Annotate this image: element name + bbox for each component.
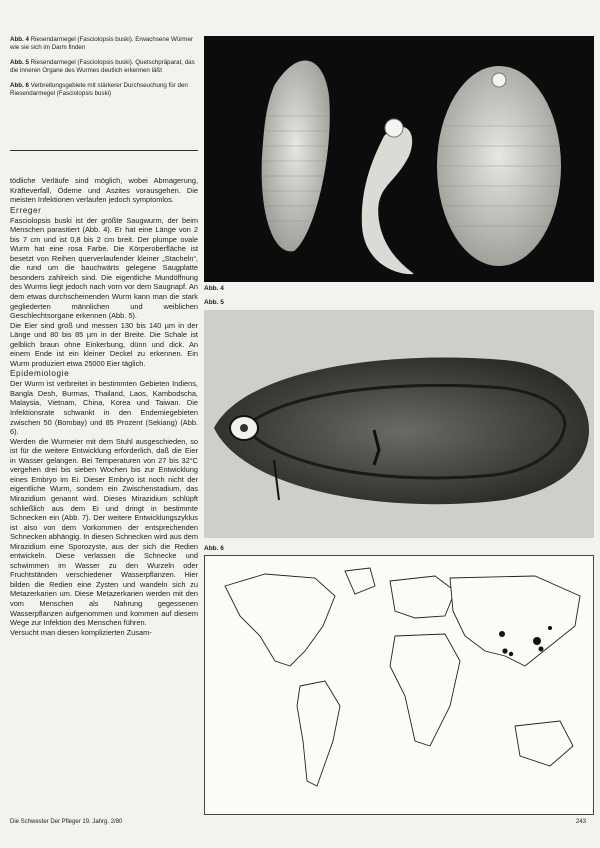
caption-abb6: Abb. 6 Verbreitungsgebiete mit stärkerer Durchseuchung für den Riesendarmegel (Fasciolopsis buski) bbox=[10, 82, 188, 97]
figure-abb6-map bbox=[204, 555, 594, 815]
page-footer bbox=[10, 819, 586, 825]
paragraph: Werden die Wurmeier mit dem Stuhl ausgeschieden, so ist für die weitere Entwicklung erforderlich, daß die Eier in Wasser gelangen. Bei Temperaturen von 27 bis 32°C vergehen drei bis sieben Wochen bis zur Entwicklung eines Embryo im Ei. Dieser Embryo ist noch nicht der eigentliche Wurm, sondern ein Zwischenstadium, das Mirazidium genannt wird. Dieses Mirazidium schlüpft schließlich aus dem Ei und dringt in bestimmte Schnecken ein (Abb. 7). Der weitere Entwicklungszyklus ist also von dem Vorkommen der entsprechenden Schnecken abhängig. In diesen Schnecken wird aus dem Mirazidium eine Sporozyste, aus der sich die Redien entwickeln. Diese verlassen die Schnecke und schwimmen im Wasser zu den Wurzeln oder Fruchtständen verschiedener Wasserpflanzen. Hier bilden die Redien eine Zysten und wandeln sich zu Metazerkarien um. Diese Metazerkarien werden mit den vom Menschen als Nahrung gegessenen Wasserpflanzen aufgenommen und kommen auf diesem Wege zur Infektion des Menschen führen. bbox=[10, 436, 198, 628]
section-heading-erreger: Erreger bbox=[10, 205, 42, 215]
paragraph: Versucht man diesen komplizierten Zusam- bbox=[10, 627, 152, 637]
caption-divider bbox=[10, 150, 198, 151]
paragraph: tödliche Verläufe sind möglich, wobei Abmagerung, Kräfteverfall, Ödeme und Aszites vorausgehen. Die meisten Infektionen verlaufen jedoch symptomlos. bbox=[10, 176, 198, 205]
caption-abb5: Abb. 5 Riesendarmegel (Fasciolopsis buski). Quetschpräparat, das die inneren Organe des Wurmes deutlich erkennen läßt bbox=[10, 59, 195, 74]
footer-publication: Die Schwester Der Pfleger 19. Jahrg. 2/80 bbox=[10, 819, 123, 825]
paragraph: Die Eier sind groß und messen 130 bis 140 µm in der Länge und 80 bis 85 µm in der Breite. Die Schale ist gelblich braun ohne Einkerbung, dünn und dick. An einem Ende ist ein kleiner Deckel zu erkennen. Ein Wurm produziert etwa 25000 Eier täglich. bbox=[10, 320, 198, 368]
world-distribution-map bbox=[205, 556, 593, 814]
caption-abb4: Abb. 4 Riesendarmegel (Fasciolopsis buski). Erwachsene Würmer wie sie sich im Darm finden bbox=[10, 36, 193, 51]
figure-label-abb4: Abb. 4 bbox=[204, 285, 224, 292]
worms-photo-illustration bbox=[204, 36, 594, 282]
worm-squash-illustration bbox=[204, 310, 594, 538]
page-number: 243 bbox=[575, 819, 586, 825]
captions-block bbox=[10, 36, 198, 106]
figure-abb5-photo bbox=[204, 310, 594, 538]
section-heading-epidemiologie: Epidemiologie bbox=[10, 369, 70, 379]
figure-abb4-photo bbox=[204, 36, 594, 282]
paragraph: Der Wurm ist verbreitet in bestimmten Gebieten Indiens, Bangla Desh, Burmas, Thailand, Laos, Kambodscha, Malaysia, Vietnam, China, Korea und Taiwan. Die Infektionsrate schwankt in den Endemiegebieten zwischen 50 (Bombay) und 85 Prozent (Sekiang) (Abb. 6). bbox=[10, 379, 198, 437]
figure-label-abb6: Abb. 6 bbox=[204, 545, 224, 552]
article-body bbox=[10, 176, 198, 637]
paragraph: Fasciolopsis buski ist der größte Saugwurm, der beim Menschen parasitiert (Abb. 4). Er hat eine Länge von 2 bis 7 cm und ist 0,8 bis 2 cm breit. Der plumpe ovale Wurm hat eine rosa Farbe. Die Körperoberfläche ist besetzt von Reihen querverlaufender kleiner „Stacheln“, die rund um die bauchwärts gelegene Saugplatte besonders zahlreich sind. Die eigentliche Mundöffnung des Wurms liegt jedoch nach vorn vor dem Saugnapf. An dem etwas durchscheinenden Wurm kann man die stark gegliederten männlichen und weiblichen Geschlechtsorgane erkennen (Abb. 5). bbox=[10, 215, 198, 321]
figure-label-abb5: Abb. 5 bbox=[204, 299, 224, 306]
